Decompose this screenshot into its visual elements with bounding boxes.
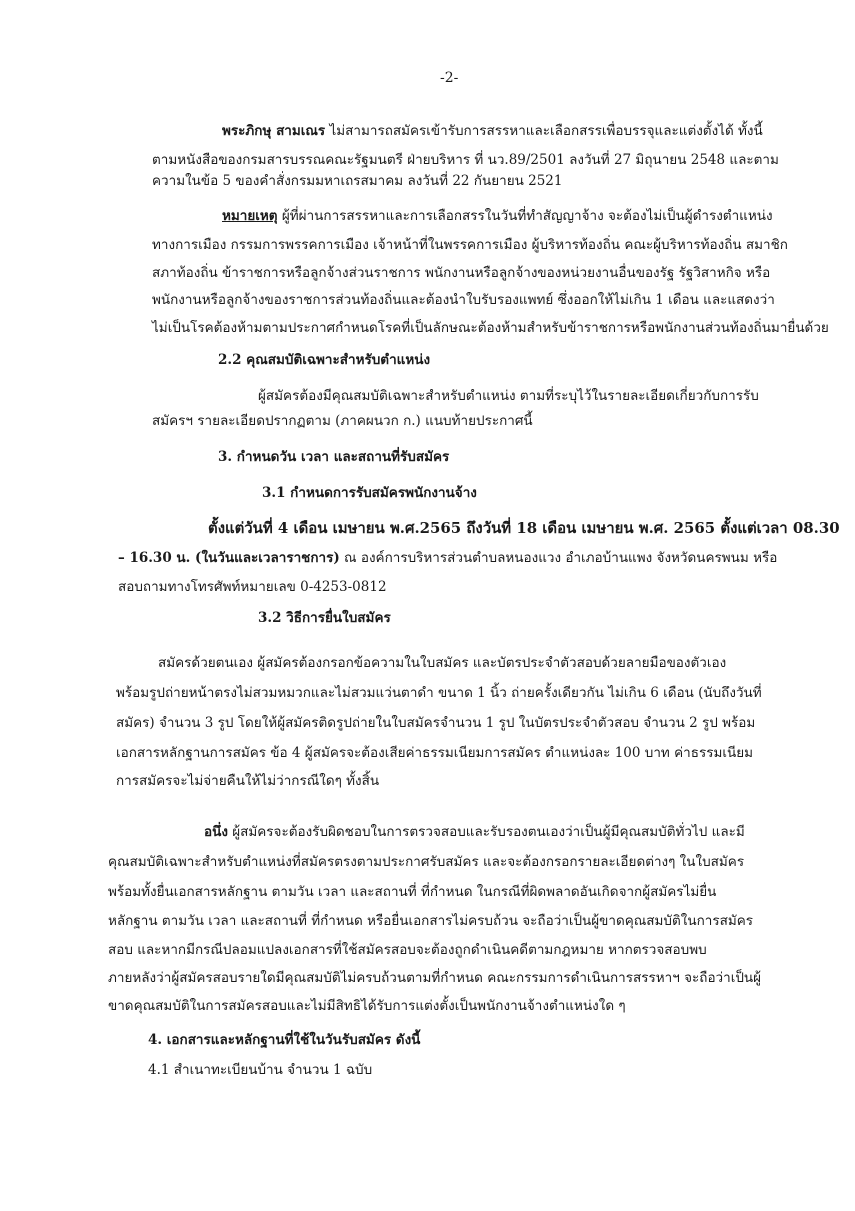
section-3-1-line-2-text: ณ องค์การบริหารส่วนตำบลหนองแวง อำเภอบ้านแพง จังหวัดนครพนม หรือ (339, 550, 778, 566)
section-3-1-line-2 (118, 552, 777, 566)
note-line-3: สภาท้องถิ่น ข้าราชการหรือลูกจ้างส่วนราชการ พนักงานหรือลูกจ้างของหน่วยงานอื่นของรัฐ รัฐวิสาหกิจ หรือ (152, 265, 771, 281)
note-line-5: ไม่เป็นโรคต้องห้ามตามประกาศกำหนดโรคที่เป็นลักษณะต้องห้ามสำหรับข้าราชการหรือพนักงานส่วนท้องถิ่นมายื่นด้วย (152, 320, 829, 336)
anueng-line-6: ภายหลังว่าผู้สมัครสอบรายใดมีคุณสมบัติไม่ครบถ้วนตามที่กำหนด คณะกรรมการดำเนินการสรรหาฯ จะถือว่าเป็นผู้ (108, 970, 762, 986)
monk-paragraph-line-1 (222, 125, 763, 139)
note-label: หมายเหตุ (222, 208, 278, 224)
office-hours-bold: – 16.30 น. (ในวันและเวลาราชการ) (118, 550, 340, 566)
anueng-line-7: ขาดคุณสมบัติในการสมัครสอบและไม่มีสิทธิได้รับการแต่งตั้งเป็นพนักงานจ้างตำแหน่งใด ๆ (108, 998, 626, 1014)
monk-line-1-text: ไม่สามารถสมัครเข้ารับการสรรหาและเลือกสรรเพื่อบรรจุและแต่งตั้งได้ ทั้งนี้ (325, 123, 763, 139)
anueng-line-1-text: ผู้สมัครจะต้องรับผิดชอบในการตรวจสอบและรับรองตนเองว่าเป็นผู้มีคุณสมบัติทั่วไป และมี (227, 824, 745, 840)
section-3-1-heading: 3.1 กำหนดการรับสมัครพนักงานจ้าง (262, 485, 477, 501)
anueng-line-4: หลักฐาน ตามวัน เวลา และสถานที่ ที่กำหนด หรือยื่นเอกสารไม่ครบถ้วน จะถือว่าเป็นผู้ขาดคุณสมบัติในการสมัคร (108, 913, 754, 929)
monk-paragraph-line-3: ความในข้อ 5 ของคำสั่งกรมมหาเถรสมาคม ลงวันที่ 22 กันยายน 2521 (152, 173, 563, 189)
section-2-2-heading: 2.2 คุณสมบัติเฉพาะสำหรับตำแหน่ง (218, 352, 431, 368)
section-3-2-heading: 3.2 วิธีการยื่นใบสมัคร (258, 610, 391, 626)
anueng-line-2: คุณสมบัติเฉพาะสำหรับตำแหน่งที่สมัครตรงตามประกาศรับสมัคร และจะต้องกรอกรายละเอียดต่างๆ ในใบสมัคร (108, 854, 745, 870)
section-4-heading: 4. เอกสารและหลักฐานที่ใช้ในวันรับสมัคร ดังนี้ (148, 1032, 421, 1048)
section-2-2-line-2: สมัครฯ รายละเอียดปรากฏตาม (ภาคผนวก ก.) แนบท้ายประกาศนี้ (152, 413, 533, 429)
section-3-heading: 3. กำหนดวัน เวลา และสถานที่รับสมัคร (218, 449, 450, 465)
anueng-line-5: สอบ และหากมีกรณีปลอมแปลงเอกสารที่ใช้สมัครสอบจะต้องถูกดำเนินคดีตามกฎหมาย หากตรวจสอบพบ (108, 942, 707, 958)
anueng-line-3: พร้อมทั้งยื่นเอกสารหลักฐาน ตามวัน เวลา และสถานที่ ที่กำหนด ในกรณีที่ผิดพลาดอันเกิดจากผู้สมัครไม่ยื่น (108, 884, 717, 900)
section-2-2-line-1: ผู้สมัครต้องมีคุณสมบัติเฉพาะสำหรับตำแหน่ง ตามที่ระบุไว้ในรายละเอียดเกี่ยวกับการรับ (258, 388, 759, 404)
section-3-1-line-1: ตั้งแต่วันที่ 4 เดือน เมษายน พ.ศ.2565 ถึงวันที่ 18 เดือน เมษายน พ.ศ. 2565 ตั้งแต่เวลา 08.30 (208, 519, 840, 537)
section-3-2-line-3: สมัคร) จำนวน 3 รูป โดยให้ผู้สมัครติดรูปถ่ายในใบสมัครจำนวน 1 รูป ในบัตรประจำตัวสอบ จำนวน 2 รูป พร้อม (116, 715, 756, 731)
note-line-4: พนักงานหรือลูกจ้างของราชการส่วนท้องถิ่นและต้องนำใบรับรองแพทย์ ซึ่งออกให้ไม่เกิน 1 เดือน และแสดงว่า (152, 292, 775, 308)
section-4-item-1: 4.1 สำเนาทะเบียนบ้าน จำนวน 1 ฉบับ (148, 1062, 373, 1078)
section-3-2-line-1: สมัครด้วยตนเอง ผู้สมัครต้องกรอกข้อความในใบสมัคร และบัตรประจำตัวสอบด้วยลายมือของตัวเอง (158, 655, 727, 671)
section-3-2-line-4: เอกสารหลักฐานการสมัคร ข้อ 4 ผู้สมัครจะต้องเสียค่าธรรมเนียมการสมัคร ตำแหน่งละ 100 บาท ค่าธรรมเนียม (116, 745, 754, 761)
section-3-2-line-2: พร้อมรูปถ่ายหน้าตรงไม่สวมหมวกและไม่สวมแว่นตาดำ ขนาด 1 นิ้ว ถ่ายครั้งเดียวกัน ไม่เกิน 6 เดือน (นับถึงวันที่ (116, 685, 762, 701)
note-line-1-text: ผู้ที่ผ่านการสรรหาและการเลือกสรรในวันที่ทำสัญญาจ้าง จะต้องไม่เป็นผู้ดำรงตำแหน่ง (277, 208, 773, 224)
note-line-1 (222, 210, 773, 224)
anueng-label: อนึ่ง (204, 824, 228, 840)
anueng-line-1 (204, 826, 745, 840)
section-3-2-line-5: การสมัครจะไม่จ่ายคืนให้ไม่ว่ากรณีใดๆ ทั้งสิ้น (116, 773, 380, 789)
note-line-2: ทางการเมือง กรรมการพรรคการเมือง เจ้าหน้าที่ในพรรคการเมือง ผู้บริหารท้องถิ่น คณะผู้บริหารท้องถิ่น สมาชิก (152, 237, 788, 253)
monk-paragraph-line-2: ตามหนังสือของกรมสารบรรณคณะรัฐมนตรี ฝ่ายบริหาร ที่ นว.89/2501 ลงวันที่ 27 มิถุนายน 2548 และตาม (152, 152, 779, 168)
section-3-1-line-3: สอบถามทางโทรศัพท์หมายเลข 0-4253-0812 (118, 579, 387, 595)
page-number: -2- (440, 70, 459, 86)
monk-bold-text: พระภิกษุ สามเณร (222, 123, 326, 139)
